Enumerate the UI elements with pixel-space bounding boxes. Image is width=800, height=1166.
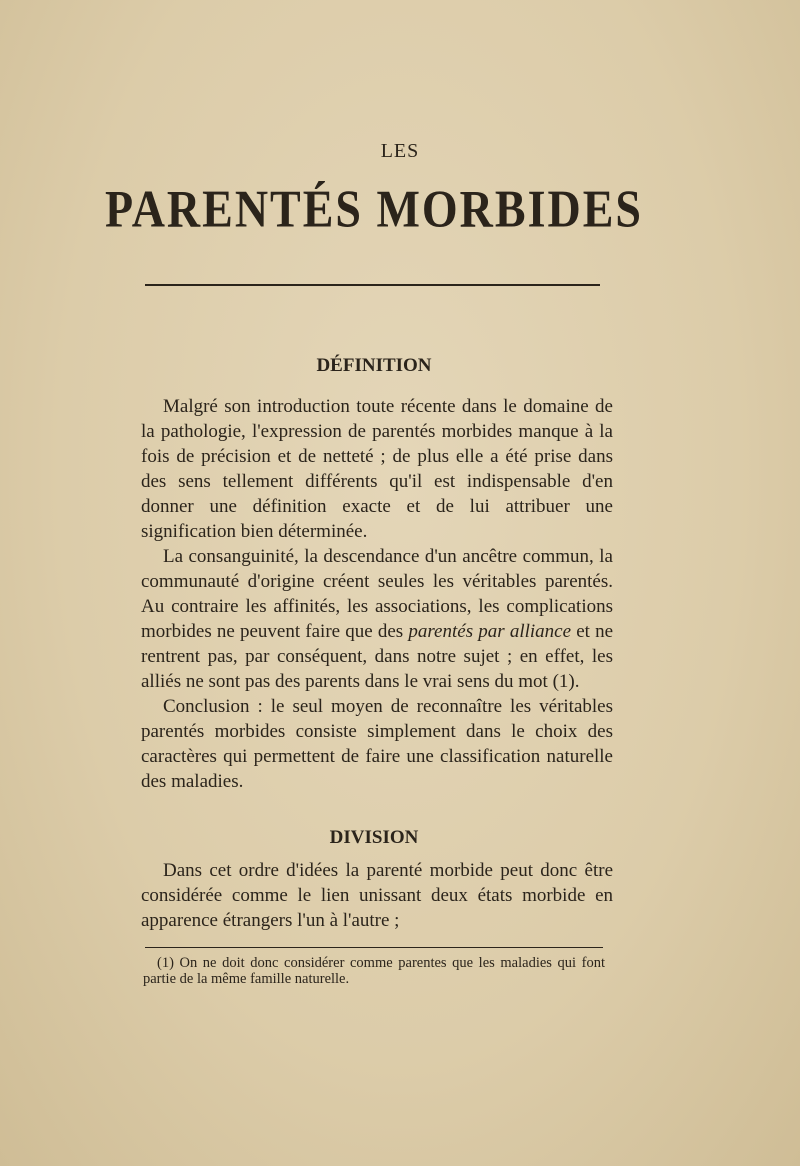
title-rule [145, 284, 600, 286]
definition-paragraph-3: Conclusion : le seul moyen de reconnaître les véritables parentés morbides consiste simplement dans le choix des caractères qui permettent de faire une classification naturelle des maladies. [141, 696, 613, 792]
division-section [141, 858, 613, 933]
definition-paragraph-2-end: et ne rentrent pas, par conséquent, dans notre sujet ; en effet, les alliés ne sont pas des parents dans le vrai sens du mot (1). [141, 621, 613, 692]
page-title: PARENTÉS MORBIDES [105, 179, 643, 238]
footnote [143, 955, 605, 987]
definition-paragraph-2-start: La consanguinité, la descendance d'un ancêtre commun, la communauté d'origine créent seules les véritables parentés. Au contraire les affinités, les associations, les complications morbides ne peuvent faire que des [141, 546, 613, 642]
definition-section [141, 394, 613, 794]
pre-title: LES [380, 140, 420, 162]
definition-paragraph-1: Malgré son introduction toute récente dans le domaine de la pathologie, l'expression de parentés morbides manque à la fois de précision et de netteté ; de plus elle a été prise dans des sens tellement différents qu'il est indispensable d'en donner une définition exacte et de lui attribuer une signification bien déterminée. [141, 396, 613, 542]
definition-paragraph-2 [141, 544, 613, 694]
division-heading: DIVISION [329, 827, 419, 848]
division-paragraph-1: Dans cet ordre d'idées la parenté morbide peut donc être considérée comme le lien unissant deux états morbide en apparence étrangers l'un à l'autre ; [141, 860, 613, 931]
definition-heading: DÉFINITION [316, 355, 432, 376]
footnote-text: (1) On ne doit donc considérer comme parentes que les maladies qui font partie de la même famille naturelle. [143, 955, 605, 987]
footnote-rule [145, 947, 603, 948]
definition-paragraph-2-emphasis: parentés par alliance [408, 621, 572, 642]
